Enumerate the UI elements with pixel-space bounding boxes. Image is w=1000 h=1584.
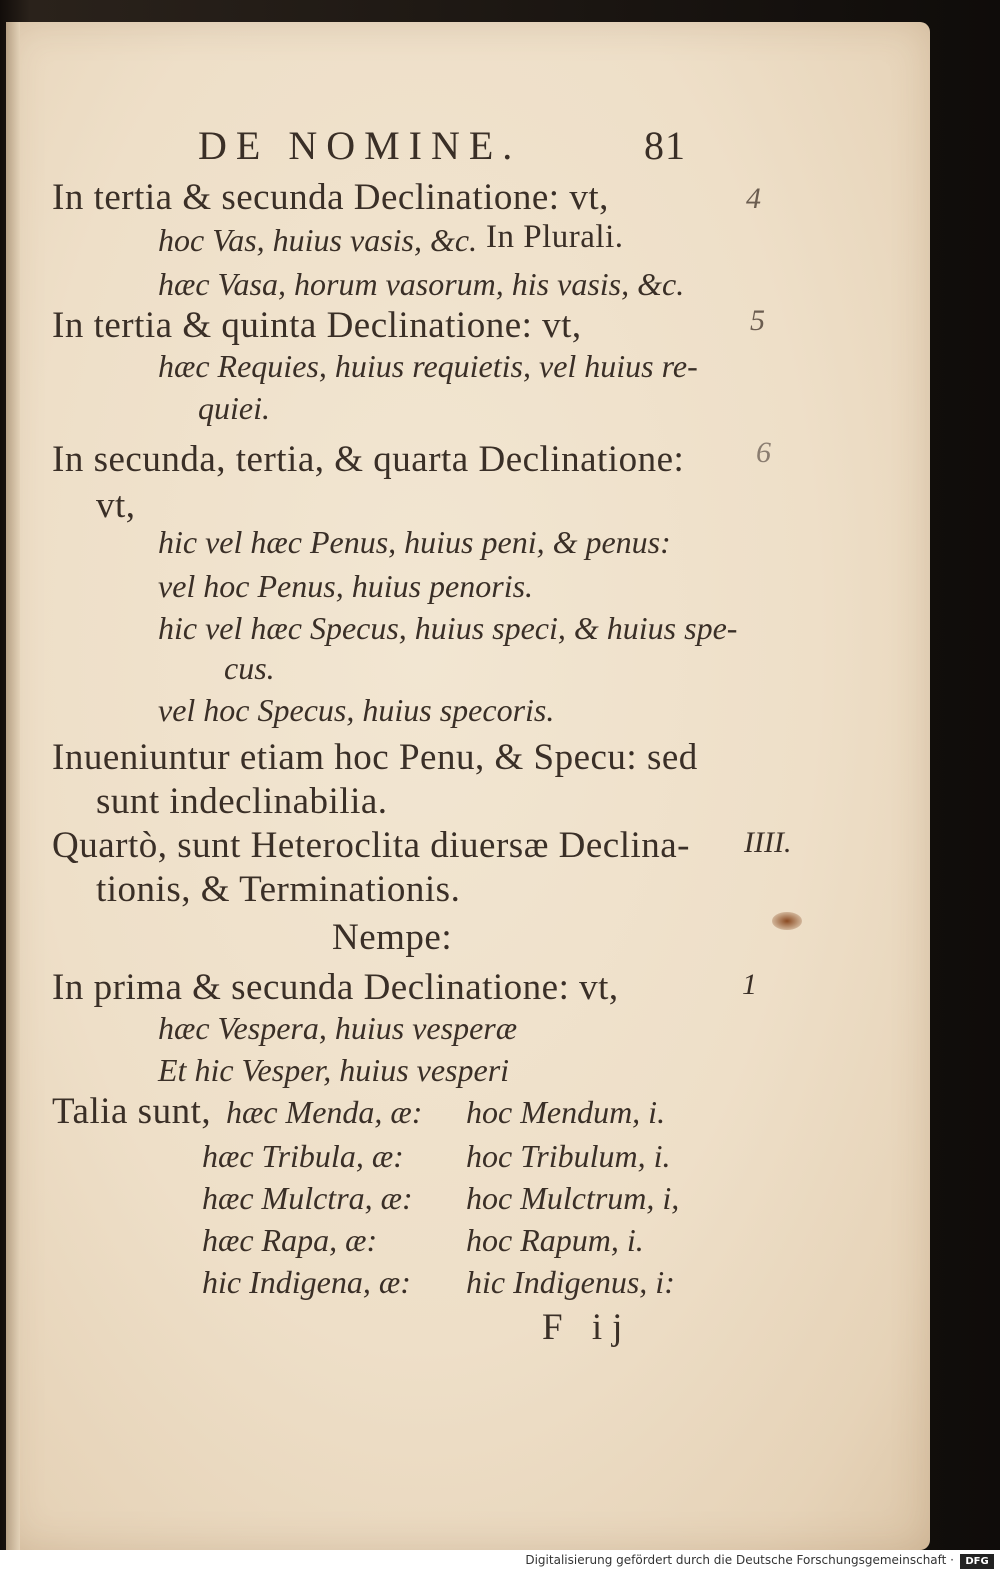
running-title: DE NOMINE. <box>198 123 522 168</box>
text-line: In tertia & secunda Declinatione: vt, <box>52 177 609 218</box>
page-gutter <box>6 22 20 1550</box>
book-page <box>6 22 930 1550</box>
text-line: hæc Vespera, huius vesperæ <box>158 1010 518 1046</box>
text-line: vt, <box>96 485 136 526</box>
page-number: 81 <box>644 123 686 168</box>
margin-note: 6 <box>756 436 771 469</box>
talia-right: hoc Mulctrum, i, <box>466 1180 680 1216</box>
text-line: In Plurali. <box>486 219 624 255</box>
ink-stain <box>772 912 802 930</box>
signature-mark: F ij <box>542 1307 633 1348</box>
text-line: Quartò, sunt Heteroclita diuersæ Declina- <box>52 825 690 866</box>
text-line: In secunda, tertia, & quarta Declinatione: <box>52 439 685 480</box>
margin-note: 5 <box>750 304 765 337</box>
margin-note: 4 <box>746 182 761 215</box>
text-line: cus. <box>224 650 275 686</box>
text-line: In tertia & quinta Declinatione: vt, <box>52 305 582 346</box>
talia-left: hæc Rapa, æ: <box>202 1222 378 1258</box>
text-line: sunt indeclinabilia. <box>96 781 388 822</box>
text-line: hæc Vasa, horum vasorum, his vasis, &c. <box>158 266 685 302</box>
talia-right: hic Indigenus, i: <box>466 1264 675 1300</box>
text-line: Nempe: <box>332 917 453 958</box>
talia-left: hæc Tribula, æ: <box>202 1138 404 1174</box>
talia-right: hoc Mendum, i. <box>466 1094 666 1130</box>
text-line: Et hic Vesper, huius vesperi <box>158 1052 510 1088</box>
text-line: quiei. <box>198 390 270 426</box>
talia-left: hæc Menda, æ: <box>226 1094 423 1130</box>
text-line: hic vel hæc Penus, huius peni, & penus: <box>158 524 671 560</box>
talia-left: hæc Mulctra, æ: <box>202 1180 413 1216</box>
talia-right: hoc Rapum, i. <box>466 1222 644 1258</box>
margin-note: 1 <box>742 968 757 1001</box>
talia-right: hoc Tribulum, i. <box>466 1138 671 1174</box>
talia-left: hic Indigena, æ: <box>202 1264 411 1300</box>
text-line: hæc Requies, huius requietis, vel huius re- <box>158 348 698 384</box>
text-line: tionis, & Terminationis. <box>96 869 461 910</box>
text-line: vel hoc Penus, huius penoris. <box>158 568 534 604</box>
text-line: In prima & secunda Declinatione: vt, <box>52 967 619 1008</box>
text-line: hic vel hæc Specus, huius speci, & huius spe- <box>158 610 738 646</box>
text-line: hoc Vas, huius vasis, &c. <box>158 222 478 258</box>
margin-note: IIII. <box>744 826 792 859</box>
text-line: Inueniuntur etiam hoc Penu, & Specu: sed <box>52 737 698 778</box>
funding-notice: Digitalisierung gefördert durch die Deutsche Forschungsgemeinschaft · <box>525 1553 954 1567</box>
dfg-logo-icon: DFG <box>960 1554 994 1569</box>
talia-intro: Talia sunt, <box>52 1091 212 1132</box>
text-line: vel hoc Specus, huius specoris. <box>158 692 555 728</box>
